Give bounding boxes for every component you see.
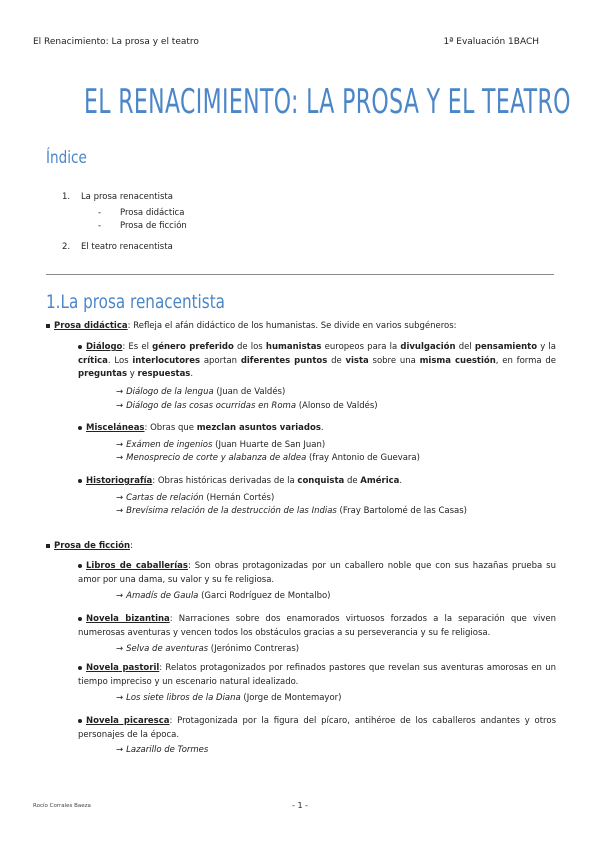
toc-sub-label: Prosa didáctica bbox=[120, 208, 185, 218]
arrow-icon: → bbox=[116, 453, 124, 463]
toc-item-1 bbox=[62, 192, 173, 202]
picaresca-text: : Protagonizada por la figura del pícaro, antihéroe de los caballeros andantes y otros personajes de la época. bbox=[78, 716, 556, 740]
bullet-icon bbox=[78, 617, 82, 621]
work-item bbox=[116, 643, 299, 657]
didactica-label: Prosa didáctica bbox=[54, 321, 128, 331]
t: aportan bbox=[200, 355, 241, 366]
b: humanistas bbox=[265, 342, 322, 352]
square-bullet-icon bbox=[46, 544, 50, 548]
t: : Es el bbox=[122, 342, 153, 352]
work-title: Menosprecio de corte y alabanza de aldea bbox=[126, 453, 307, 463]
b: interlocutores bbox=[132, 355, 201, 366]
bizantina-paragraph bbox=[78, 613, 556, 640]
picaresca-label: Novela picaresca bbox=[86, 716, 170, 726]
work-item bbox=[116, 400, 378, 414]
work-title: Selva de aventuras bbox=[126, 644, 209, 654]
divider bbox=[46, 274, 554, 275]
b: América bbox=[360, 476, 400, 486]
caballerias-text: : Son obras protagonizadas por un caballero noble que con sus hazañas prueba su amor por una dama, su valor y su fe religiosa. bbox=[78, 561, 556, 585]
b: preguntas bbox=[78, 369, 128, 379]
didactica-line bbox=[46, 320, 556, 334]
t: . bbox=[320, 423, 324, 433]
toc-item-2 bbox=[62, 242, 173, 252]
bizantina-text: : Narraciones sobre dos enamorados virtuosos forzados a la separación que viven numerosas aventuras y vencen todos los obstáculos gracias a su perseverancia y su fe religiosa. bbox=[78, 614, 557, 638]
page-title: EL RENACIMIENTO: LA PROSA Y EL TEATRO bbox=[83, 82, 571, 122]
work-author: (fray Antonio de Guevara) bbox=[306, 453, 420, 463]
b: género preferido bbox=[152, 342, 234, 352]
bullet-icon bbox=[78, 564, 82, 568]
toc-label: El teatro renacentista bbox=[80, 242, 173, 252]
toc-sub-1 bbox=[98, 208, 184, 218]
work-title: Cartas de relación bbox=[126, 493, 204, 503]
arrow-icon: → bbox=[116, 591, 124, 601]
work-author: (Jorge de Montemayor) bbox=[240, 693, 342, 703]
work-author: (Garci Rodríguez de Montalbo) bbox=[198, 591, 331, 601]
miscelaneas-line bbox=[78, 422, 324, 436]
work-author: (Juan Huarte de San Juan) bbox=[212, 440, 326, 450]
b: divulgación bbox=[400, 342, 456, 352]
picaresca-paragraph bbox=[78, 715, 556, 742]
historiografia-line bbox=[78, 475, 402, 489]
t: , en forma de bbox=[495, 355, 557, 366]
work-author: (Hernán Cortés) bbox=[203, 493, 275, 503]
bullet-icon bbox=[78, 345, 82, 349]
ficcion-label: Prosa de ficción bbox=[54, 541, 131, 551]
dialogo-label: Diálogo bbox=[86, 342, 123, 352]
arrow-icon: → bbox=[116, 693, 124, 703]
work-author: (Alonso de Valdés) bbox=[296, 401, 378, 411]
dialogo-paragraph bbox=[78, 341, 556, 382]
toc-sub-2 bbox=[98, 221, 187, 231]
arrow-icon: → bbox=[116, 506, 124, 516]
bullet-icon bbox=[78, 479, 82, 483]
pastoril-label: Novela pastoril bbox=[86, 663, 160, 673]
bullet-icon bbox=[78, 719, 82, 723]
square-bullet-icon bbox=[46, 324, 50, 328]
toc-num: 2. bbox=[62, 242, 71, 252]
work-author: (Jerónimo Contreras) bbox=[208, 644, 300, 654]
b: diferentes puntos bbox=[240, 355, 328, 366]
pastoril-text: : Relatos protagonizados por refinados pastores que revelan sus aventuras amorosas en un tiempo impreciso y un escenario natural idealizado. bbox=[78, 663, 556, 687]
caballerias-label: Libros de caballerías bbox=[86, 561, 188, 571]
toc-label: La prosa renacentista bbox=[80, 192, 173, 202]
arrow-icon: → bbox=[116, 440, 124, 450]
arrow-icon: → bbox=[116, 387, 124, 397]
work-title: Brevísima relación de la destrucción de las Indias bbox=[126, 506, 337, 516]
work-item bbox=[116, 492, 274, 506]
work-title: Diálogo de las cosas ocurridas en Roma bbox=[126, 401, 297, 411]
b: crítica bbox=[78, 355, 108, 366]
arrow-icon: → bbox=[116, 745, 124, 755]
work-author: (Juan de Valdés) bbox=[213, 387, 286, 397]
t: : Obras que bbox=[144, 423, 197, 433]
work-title: Exámen de ingenios bbox=[126, 440, 213, 450]
bizantina-label: Novela bizantina bbox=[86, 614, 170, 624]
bullet-icon bbox=[78, 666, 82, 670]
work-title: Los siete libros de la Diana bbox=[126, 693, 241, 703]
b: conquista bbox=[297, 476, 345, 486]
b: pensamiento bbox=[474, 342, 538, 352]
arrow-icon: → bbox=[116, 401, 124, 411]
t: europeos para la bbox=[321, 342, 401, 352]
index-heading: Índice bbox=[46, 148, 87, 168]
t: : Obras históricas derivadas de la bbox=[152, 476, 298, 486]
t: de los bbox=[233, 342, 266, 352]
arrow-icon: → bbox=[116, 644, 124, 654]
t: . bbox=[399, 476, 403, 486]
b: respuestas bbox=[137, 369, 191, 379]
t: y la bbox=[537, 342, 556, 352]
t: : bbox=[130, 541, 133, 551]
header-right: 1ª Evaluación 1BACH bbox=[443, 37, 539, 47]
work-title: Diálogo de la lengua bbox=[126, 387, 214, 397]
work-item bbox=[116, 439, 325, 453]
bullet-icon bbox=[78, 426, 82, 430]
t: y bbox=[127, 369, 138, 379]
historiografia-label: Historiografía bbox=[86, 476, 153, 486]
work-item bbox=[116, 744, 208, 758]
b: misma cuestión bbox=[419, 355, 496, 366]
header-left: El Renacimiento: La prosa y el teatro bbox=[33, 37, 199, 47]
toc-dash: - bbox=[98, 208, 102, 218]
t: . bbox=[190, 369, 194, 379]
work-item bbox=[116, 452, 420, 466]
arrow-icon: → bbox=[116, 493, 124, 503]
t: sobre una bbox=[368, 355, 420, 366]
pastoril-paragraph bbox=[78, 662, 556, 689]
work-item bbox=[116, 692, 341, 706]
footer-author: Rocío Corrales Baeza bbox=[33, 803, 91, 809]
t: de bbox=[344, 476, 361, 486]
ficcion-line bbox=[46, 540, 133, 554]
caballerias-paragraph bbox=[78, 560, 556, 587]
t: del bbox=[455, 342, 475, 352]
b: vista bbox=[345, 355, 369, 366]
section1-heading: 1.La prosa renacentista bbox=[46, 291, 225, 313]
toc-sub-label: Prosa de ficción bbox=[120, 221, 187, 231]
miscelaneas-label: Misceláneas bbox=[86, 423, 145, 433]
work-author: (Fray Bartolomé de las Casas) bbox=[336, 506, 467, 516]
work-item bbox=[116, 386, 285, 400]
t: de bbox=[327, 355, 346, 366]
didactica-text: : Refleja el afán didáctico de los humanistas. Se divide en varios subgéneros: bbox=[127, 321, 457, 331]
toc-dash: - bbox=[98, 221, 102, 231]
b: mezclan asuntos variados bbox=[196, 423, 321, 433]
work-item bbox=[116, 590, 330, 604]
page-number: - 1 - bbox=[292, 801, 308, 810]
work-title: Lazarillo de Tormes bbox=[126, 745, 209, 755]
work-item bbox=[116, 505, 467, 519]
work-title: Amadís de Gaula bbox=[126, 591, 199, 601]
toc-num: 1. bbox=[62, 192, 71, 202]
t: . Los bbox=[107, 355, 133, 366]
